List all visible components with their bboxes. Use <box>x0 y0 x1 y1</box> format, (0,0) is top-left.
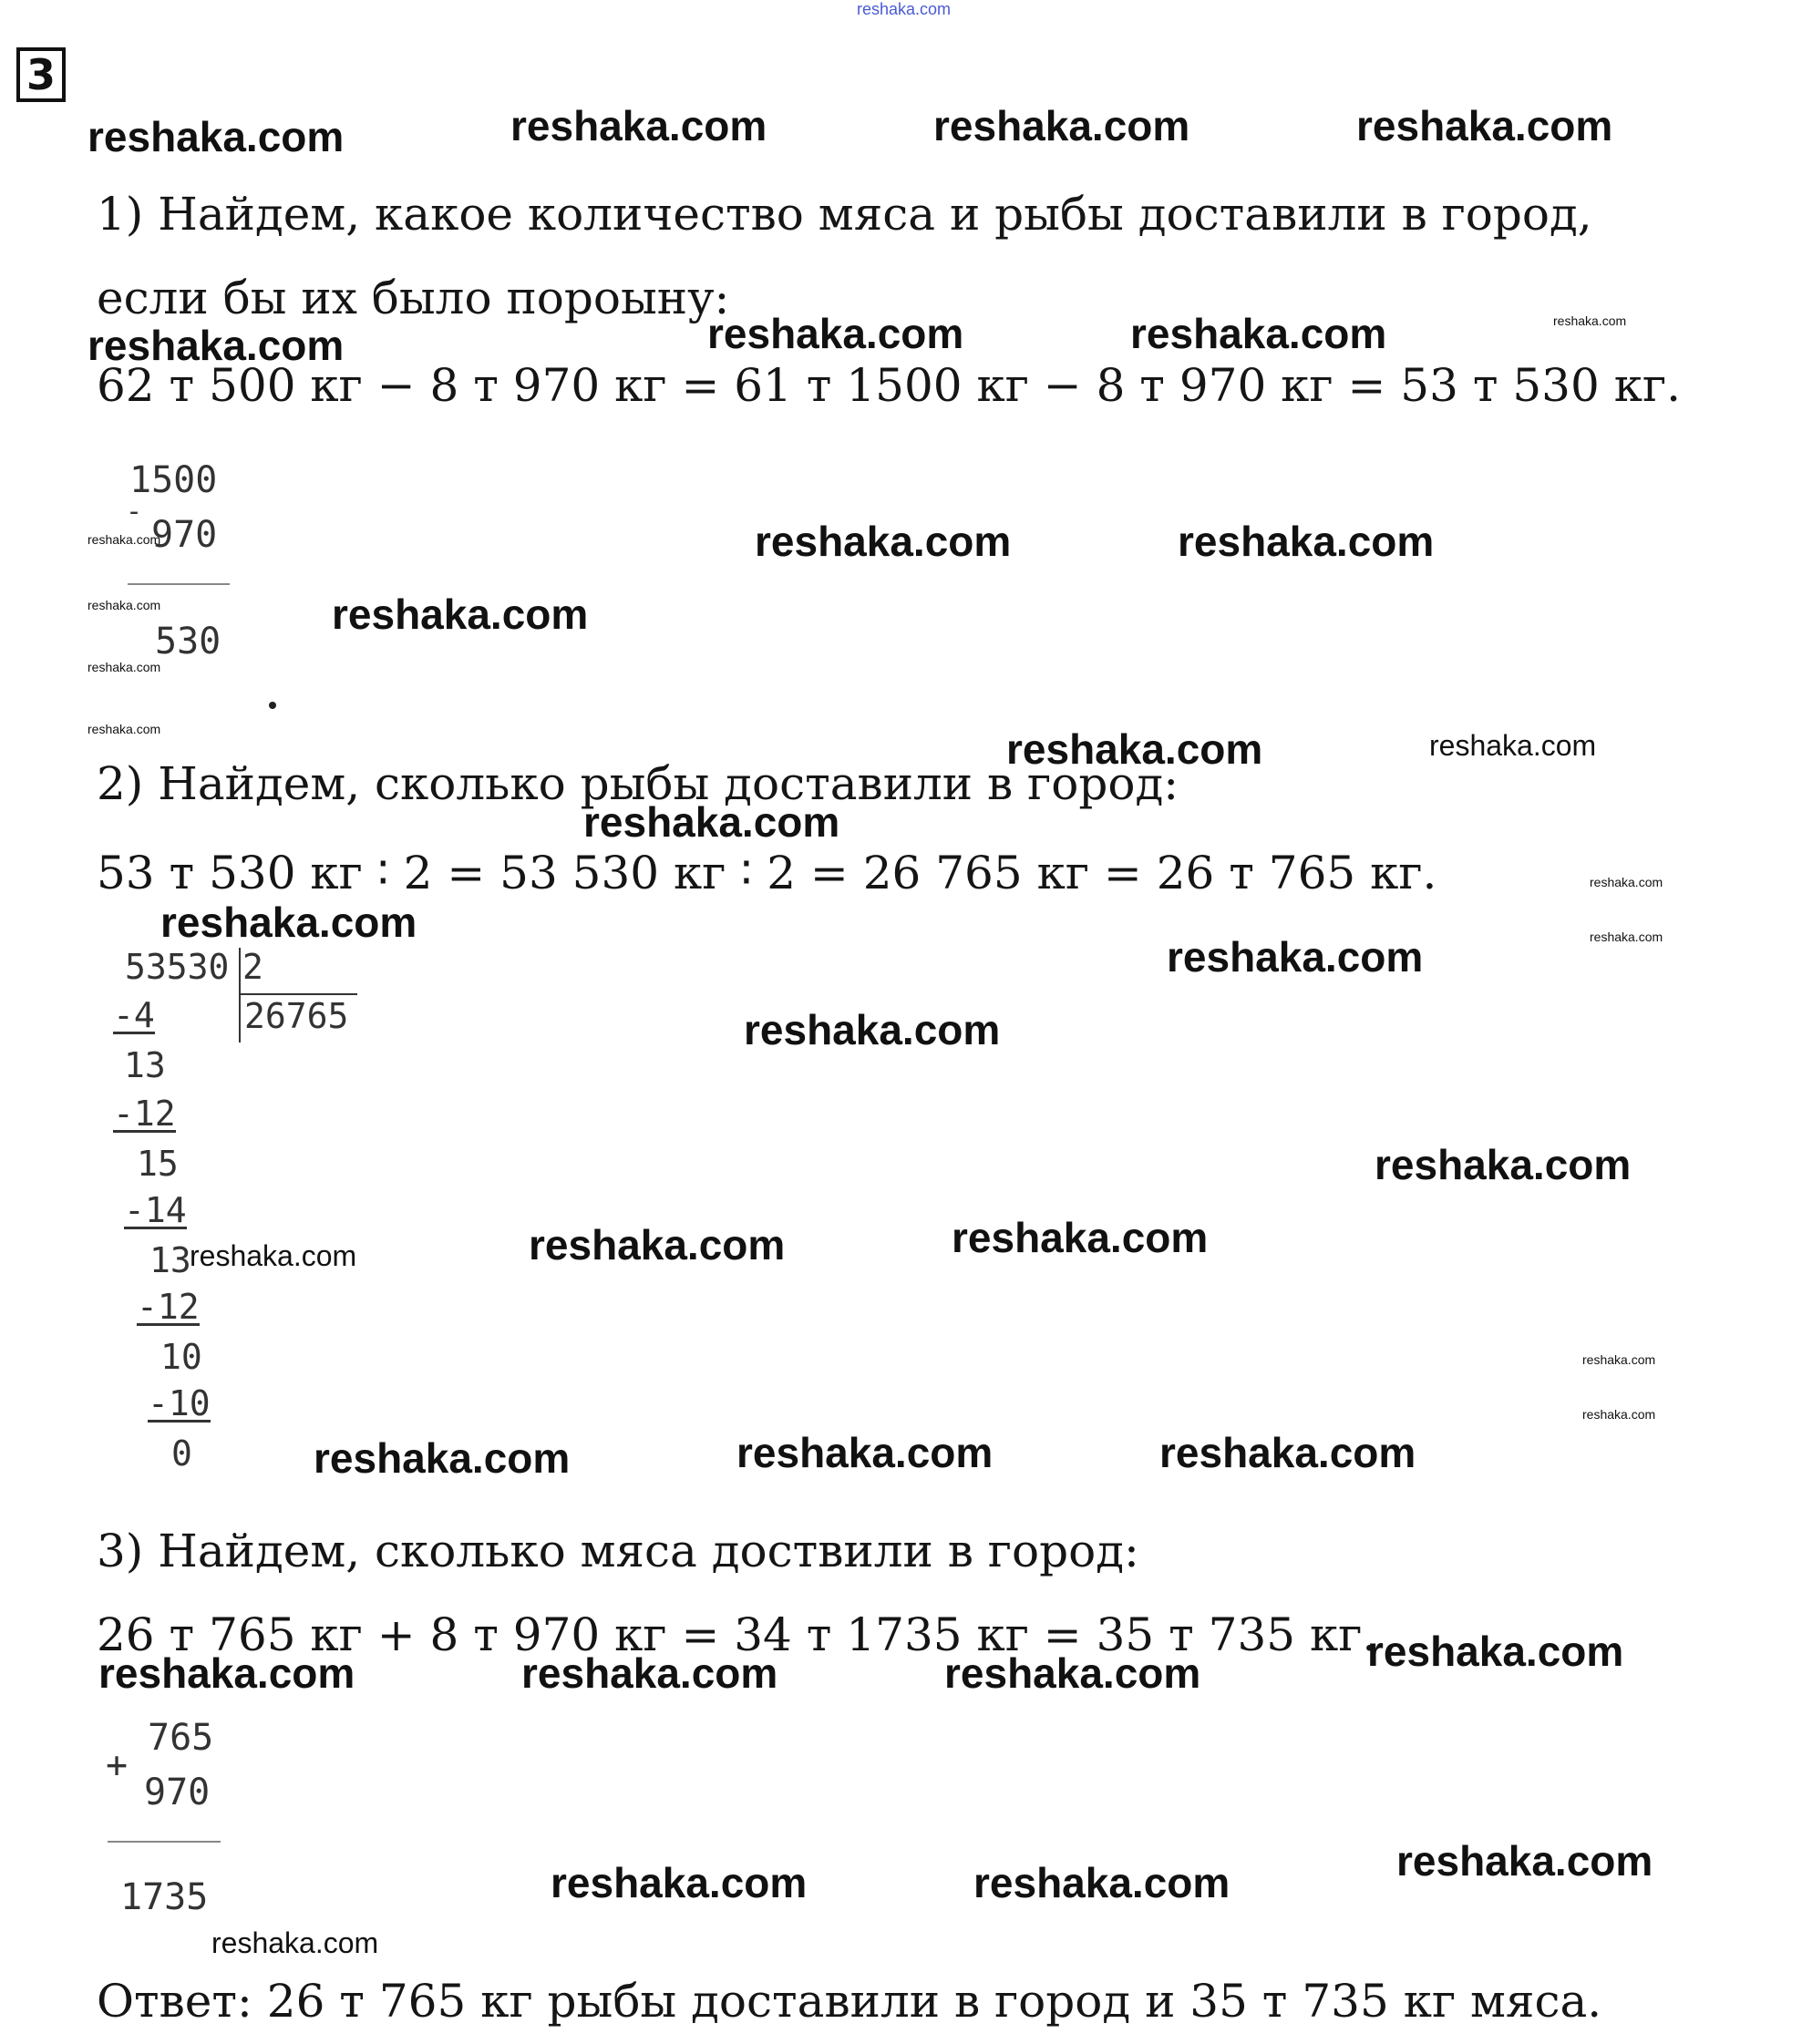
step2-line1: 2) Найдем, сколько рыбы доставили в город: <box>97 757 1179 810</box>
watermark: reshaka.com <box>933 102 1190 149</box>
watermark: reshaka.com <box>88 660 161 674</box>
division-row: -14 <box>124 1190 187 1230</box>
answer-line: Ответ: 26 т 765 кг рыбы доставили в город и 35 т 735 кг мяса. <box>97 1975 1602 2028</box>
step3-column-top: 765 <box>148 1717 214 1759</box>
step1-column-line <box>128 583 230 585</box>
watermark: reshaka.com <box>1429 729 1597 762</box>
watermark: reshaka.com <box>1356 102 1613 149</box>
watermark: reshaka.com <box>510 102 767 149</box>
division-row: 13 <box>124 1045 166 1085</box>
watermark-top: reshaka.com <box>857 0 952 18</box>
division-vertical-line <box>239 948 241 1043</box>
watermark: reshaka.com <box>707 310 964 357</box>
watermark: reshaka.com <box>190 1239 357 1272</box>
watermark: reshaka.com <box>583 798 840 846</box>
watermark: reshaka.com <box>1590 875 1663 889</box>
division-dividend: 53530 <box>125 947 230 987</box>
watermark: reshaka.com <box>744 1006 1001 1053</box>
watermark: reshaka.com <box>1582 1407 1656 1422</box>
watermark: reshaka.com <box>1167 933 1424 981</box>
watermark: reshaka.com <box>736 1429 994 1476</box>
step3-equation: 26 т 765 кг + 8 т 970 кг = 34 т 1735 кг = 35 т 735 кг. <box>97 1608 1377 1661</box>
watermark: reshaka.com <box>88 722 161 736</box>
watermark: reshaka.com <box>1006 725 1263 773</box>
watermark: reshaka.com <box>1159 1429 1416 1476</box>
division-horizontal-line <box>239 993 357 995</box>
watermark: reshaka.com <box>521 1649 778 1697</box>
step1-equation: 62 т 500 кг − 8 т 970 кг = 61 т 1500 кг − 8 т 970 кг = 53 т 530 кг. <box>97 359 1682 412</box>
watermark: reshaka.com <box>529 1221 786 1269</box>
step1-column-result: 530 <box>155 621 221 663</box>
watermark: reshaka.com <box>952 1214 1209 1261</box>
watermark: reshaka.com <box>1396 1837 1653 1885</box>
step1-line2: если бы их было пороыну: <box>97 272 730 324</box>
division-row: -4 <box>113 995 155 1035</box>
division-row: 0 <box>171 1433 192 1474</box>
watermark: reshaka.com <box>1130 310 1387 357</box>
watermark: reshaka.com <box>551 1859 808 1906</box>
dot-mark <box>269 702 276 709</box>
watermark: reshaka.com <box>88 322 345 369</box>
division-row: 15 <box>137 1144 179 1184</box>
watermark: reshaka.com <box>944 1649 1201 1697</box>
watermark: reshaka.com <box>88 598 161 612</box>
watermark: reshaka.com <box>88 532 161 547</box>
watermark: reshaka.com <box>973 1859 1231 1906</box>
watermark: reshaka.com <box>1375 1141 1632 1188</box>
step3-line1: 3) Найдем, сколько мяса доствили в город: <box>97 1525 1139 1577</box>
division-quotient: 26765 <box>244 996 349 1036</box>
watermark: reshaka.com <box>1590 930 1663 944</box>
division-row: -12 <box>113 1094 176 1134</box>
watermark: reshaka.com <box>332 591 589 638</box>
division-divisor: 2 <box>242 947 263 987</box>
step3-column-bottom: 970 <box>144 1772 211 1813</box>
watermark: reshaka.com <box>755 518 1012 565</box>
step3-column-result: 1735 <box>120 1876 209 1918</box>
watermark: reshaka.com <box>314 1434 571 1482</box>
watermark: reshaka.com <box>160 899 417 946</box>
step3-column-sign: + <box>106 1744 129 1786</box>
step1-column-top: 1500 <box>129 459 218 501</box>
step1-column-sign: - <box>126 496 143 528</box>
watermark: reshaka.com <box>98 1649 355 1697</box>
task-number: 3 <box>16 47 66 102</box>
step3-column-line <box>108 1841 221 1843</box>
division-row: 13 <box>149 1240 191 1280</box>
division-row: 10 <box>160 1337 202 1377</box>
watermark: reshaka.com <box>211 1926 379 1959</box>
watermark: reshaka.com <box>1582 1352 1656 1367</box>
watermark: reshaka.com <box>88 113 345 160</box>
step2-equation: 53 т 530 кг ∶ 2 = 53 530 кг ∶ 2 = 26 765 кг = 26 т 765 кг. <box>97 847 1437 899</box>
watermark: reshaka.com <box>1367 1628 1624 1675</box>
division-row: -12 <box>137 1287 200 1327</box>
watermark: reshaka.com <box>1178 518 1435 565</box>
step1-line1: 1) Найдем, какое количество мяса и рыбы доставили в город, <box>97 188 1592 241</box>
step1-column-bottom: 970 <box>151 514 218 556</box>
division-row: -10 <box>148 1383 211 1423</box>
watermark: reshaka.com <box>1553 313 1627 328</box>
